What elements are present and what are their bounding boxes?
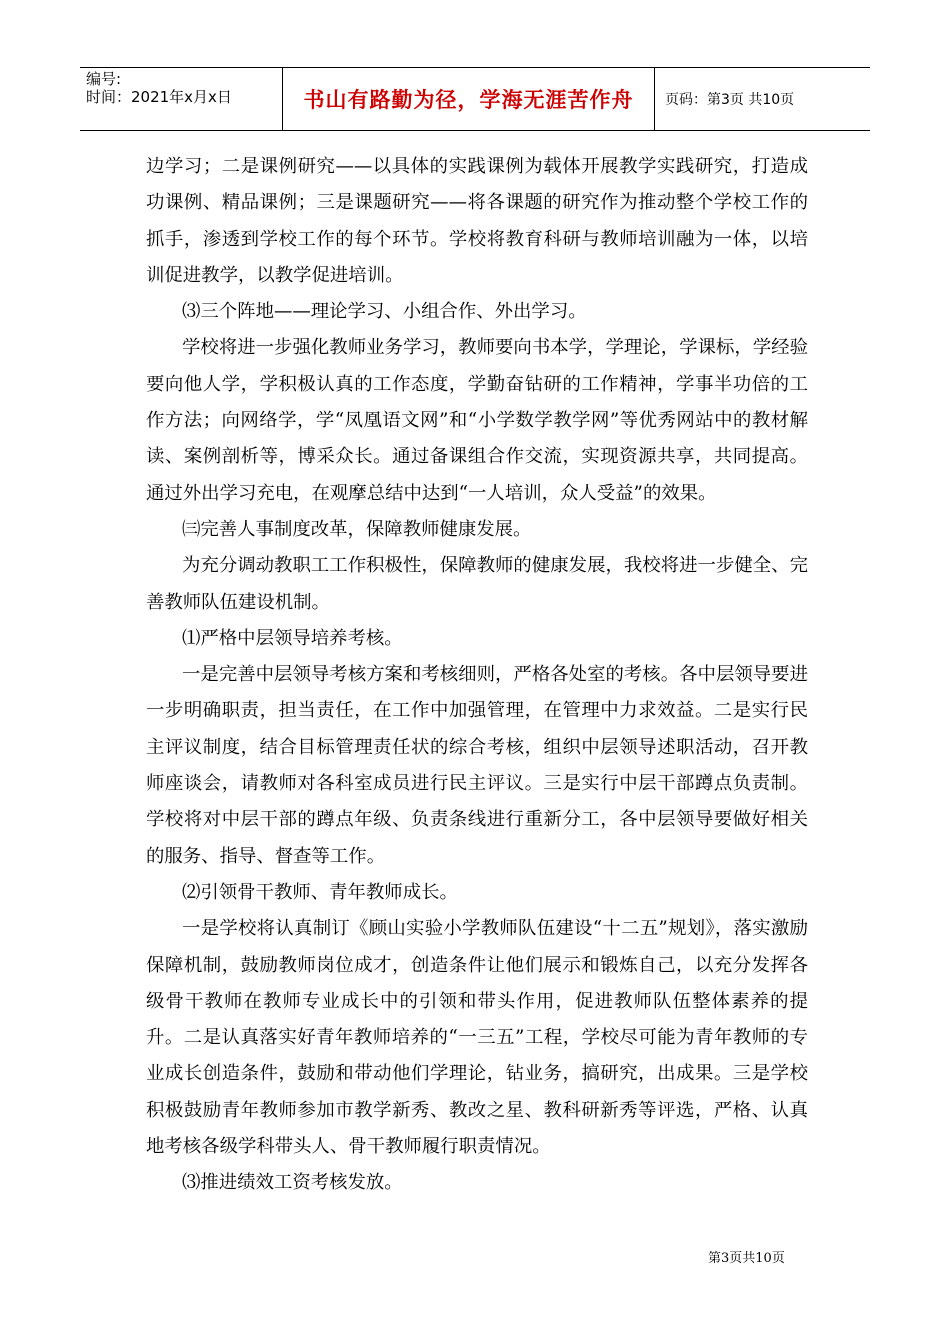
subheading-performance-pay: ⑶推进绩效工资考核发放。 — [182, 1172, 403, 1194]
document-number-label: 编号: — [86, 70, 122, 88]
header-meta — [80, 68, 282, 130]
subheading-three-positions: ⑶三个阵地——理论学习、小组合作、外出学习。 — [182, 301, 587, 323]
paragraph-continued: 边学习；二是课例研究——以具体的实践课例为载体开展教学实践研究，打造成功课例、精品课例；三是课题研究——将各课题的研究作为推动整个学校工作的抓手，渗透到学校工作的每个环节。学校将教育科研与教师培训融为一体，以培训促进教学，以教学促进培训。 — [146, 156, 808, 286]
section-heading-personnel-reform: ㈢完善人事制度改革，保障教师健康发展。 — [182, 518, 532, 540]
document-date: 时间：2021年x月x日 — [86, 88, 232, 106]
page-footer: 第3页共10页 — [708, 1251, 785, 1266]
paragraph-middle-leader-assessment: 一是完善中层领导考核方案和考核细则，严格各处室的考核。各中层领导要进一步明确职责，担当责任，在工作中加强管理，在管理中力求效益。二是实行民主评议制度，结合目标管理责任状的综合考核，组织中层领导述职活动，召开教师座谈会，请教师对各科室成员进行民主评议。三是实行中层干部蹲点负责制。学校将对中层干部的蹲点年级、负责条线进行重新分工，各中层领导要做好相关的服务、指导、督查等工作。 — [146, 664, 808, 867]
page-header — [80, 67, 870, 131]
subheading-backbone-teachers: ⑵引领骨干教师、青年教师成长。 — [182, 881, 458, 903]
paragraph-teacher-learning: 学校将进一步强化教师业务学习，教师要向书本学，学理论，学课标，学经验要向他人学，学积极认真的工作态度，学勤奋钻研的工作精神，学事半功倍的工作方法；向网络学，学“凤凰语文网”和“小学数学教学网”等优秀网站中的教材解读、案例剖析等，博采众长。通过备课组合作交流，实现资源共享，共同提高。通过外出学习充电，在观摩总结中达到“一人培训，众人受益”的效果。 — [146, 337, 808, 504]
header-page-info: 页码：第3页 共10页 — [665, 92, 795, 108]
paragraph-backbone-teachers: 一是学校将认真制订《顾山实验小学教师队伍建设“十二五”规划》，落实激励保障机制，鼓励教师岗位成才，创造条件让他们展示和锻炼自己，以充分发挥各级骨干教师在教师专业成长中的引领和带头作用，促进教师队伍整体素养的提升。二是认真落实好青年教师培养的“一三五”工程，学校尽可能为青年教师的专业成长创造条件，鼓励和带动他们学理论，钻业务，搞研究，出成果。三是学校积极鼓励青年教师参加市教学新秀、教改之星、教科研新秀等评选，严格、认真地考核各级学科带头人、骨干教师履行职责情况。 — [146, 918, 808, 1158]
subheading-middle-leader-assessment: ⑴严格中层领导培养考核。 — [182, 627, 403, 649]
document-body — [146, 149, 808, 1202]
header-motto: 书山有路勤为径，学海无涯苦作舟 — [282, 68, 655, 130]
paragraph-mechanism: 为充分调动教职工工作积极性，保障教师的健康发展，我校将进一步健全、完善教师队伍建设机制。 — [146, 555, 808, 613]
